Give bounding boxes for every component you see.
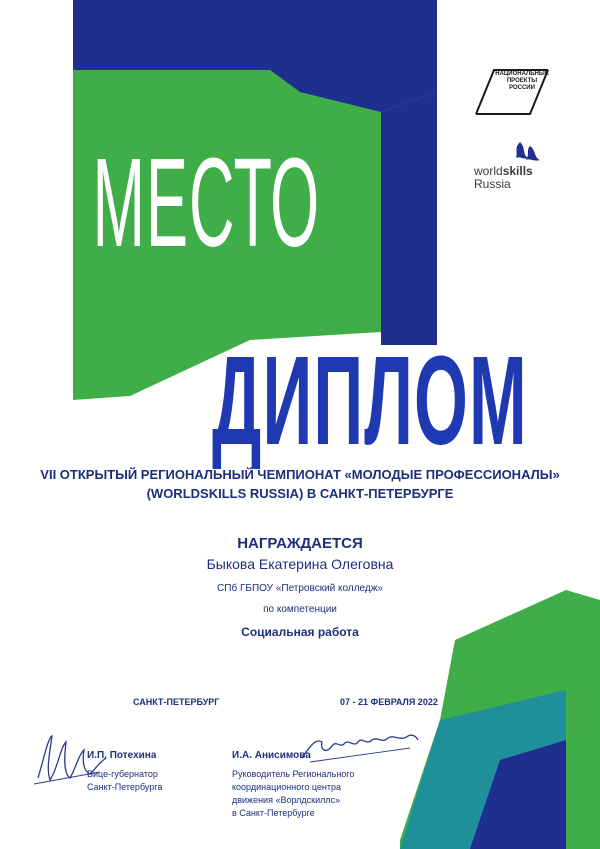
worldskills-country: Russia	[474, 177, 511, 191]
signature-2	[300, 728, 420, 773]
signatory-1-position	[87, 768, 207, 794]
recipient-organization: СПб ГБПОУ «Петровский колледж»	[217, 583, 383, 594]
signatory-2-position	[232, 768, 372, 820]
signatory-1-position-line-2: Санкт-Петербурга	[87, 782, 163, 792]
np-line-2: ПРОЕКТЫ	[506, 78, 538, 84]
signatory-2-name: И.А. Анисимова	[232, 750, 311, 761]
awarded-label: НАГРАЖДАЕТСЯ	[237, 535, 363, 552]
signatory-2-position-line-3: движения «Ворлдскиллс»	[232, 795, 341, 805]
signatory-1-position-line-1: Вице-губернатор	[87, 769, 158, 779]
diploma-heading: ДИПЛОМ	[212, 330, 528, 471]
place-heading: 3 МЕСТО	[38, 132, 321, 273]
championship-title-line-1: VII ОТКРЫТЫЙ РЕГИОНАЛЬНЫЙ ЧЕМПИОНАТ «МОЛОДЫЕ ПРОФЕССИОНАЛЫ»	[40, 467, 560, 482]
championship-title-line-2: (WORLDSKILLS RUSSIA) В САНКТ-ПЕТЕРБУРГЕ	[146, 486, 454, 501]
ws-bold: skills	[502, 164, 533, 178]
competence-label: по компетенции	[263, 604, 337, 615]
event-dates: 07 - 21 ФЕВРАЛЯ 2022	[340, 697, 438, 707]
event-city: САНКТ-ПЕТЕРБУРГ	[133, 697, 220, 707]
signatory-2-position-line-1: Руководитель Регионального	[232, 769, 355, 779]
national-projects-text	[492, 71, 552, 92]
signatory-1-name: И.П. Потехина	[87, 750, 157, 761]
signatory-2-position-line-2: координационного центра	[232, 782, 341, 792]
np-line-1: НАЦИОНАЛЬНЫЕ	[495, 71, 549, 77]
ws-prefix: world	[474, 164, 503, 178]
competence-name: Социальная работа	[241, 625, 359, 639]
signatory-2-position-line-4: в Санкт-Петербурге	[232, 808, 315, 818]
recipient-name: Быкова Екатерина Олеговна	[206, 556, 394, 572]
np-line-3: РОССИИ	[509, 85, 535, 91]
top-navy-band	[381, 92, 437, 345]
